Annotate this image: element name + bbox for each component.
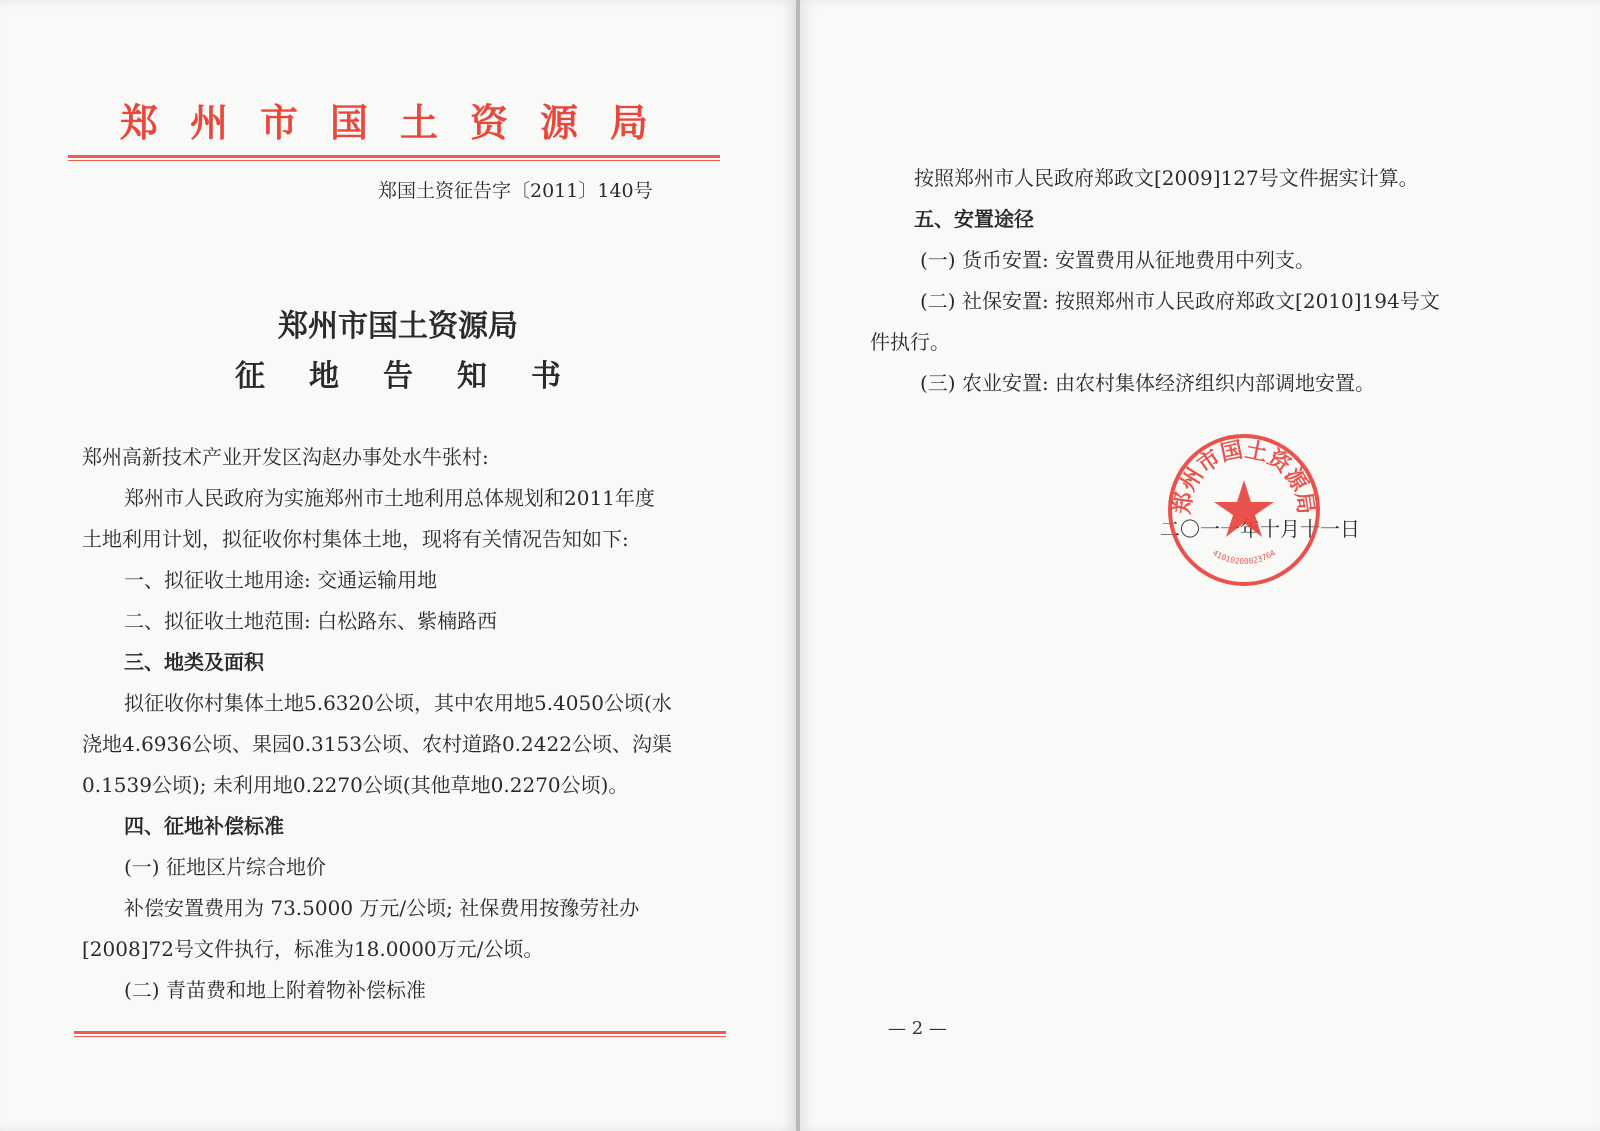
placement-monetary: (一) 货币安置: 安置费用从征地费用中列支。 [920,248,1316,272]
sub-crops-attachments: (二) 青苗费和地上附着物补偿标准 [124,978,426,1002]
issue-date: 二〇一一年十月十一日 [1160,517,1360,541]
intro-line-2: 土地利用计划，拟征收你村集体土地，现将有关情况告知如下: [82,527,629,551]
item-land-area-heading: 三、地类及面积 [124,650,264,674]
seal-text: 郑州市国土资源局 [1169,436,1319,516]
official-seal-icon [1164,430,1324,590]
footer-red-rule [74,1031,726,1037]
placement-agricultural: (三) 农业安置: 由农村集体经济组织内部调地安置。 [920,371,1376,395]
addressee: 郑州高新技术产业开发区沟赵办事处水牛张村: [82,445,489,469]
seal-code: 41010200023764 [1210,548,1278,567]
item-compensation-heading: 四、征地补偿标准 [124,814,284,838]
area-line-1: 拟征收你村集体土地5.6320公顷，其中农用地5.4050公顷(水 [124,691,672,715]
header-red-rule [68,155,720,161]
item-land-range: 二、拟征收土地范围: 白松路东、紫楠路西 [124,609,498,633]
intro-line-1: 郑州市人民政府为实施郑州市土地利用总体规划和2011年度 [124,486,655,510]
continued-line: 按照郑州市人民政府郑政文[2009]127号文件据实计算。 [914,166,1419,190]
agency-header: 郑州市国土资源局 [120,100,681,145]
placement-social-line-2: 件执行。 [870,330,950,354]
notice-title-line1: 郑州市国土资源局 [278,309,518,344]
area-line-3: 0.1539公顷); 未利用地0.2270公顷(其他草地0.2270公顷)。 [82,773,629,797]
area-line-2: 浇地4.6936公顷、果园0.3153公顷、农村道路0.2422公顷、沟渠 [82,732,672,756]
compensation-line-2: [2008]72号文件执行，标准为18.0000万元/公顷。 [82,937,544,961]
document-number: 郑国土资征告字〔2011〕140号 [378,180,653,202]
item-placement-heading: 五、安置途径 [914,207,1034,231]
placement-social-line-1: (二) 社保安置: 按照郑州市人民政府郑政文[2010]194号文 [920,289,1440,313]
item-land-use: 一、拟征收土地用途: 交通运输用地 [124,568,438,592]
compensation-line-1: 补偿安置费用为 73.5000 万元/公顷; 社保费用按豫劳社办 [124,896,640,920]
sub-composite-price: (一) 征地区片综合地价 [124,855,326,879]
left-page [0,0,796,1131]
page-number: — 2 — [888,1018,947,1039]
svg-text:41010200023764 [1211,548,1277,566]
notice-title-line2: 征地告知书 [235,359,605,394]
